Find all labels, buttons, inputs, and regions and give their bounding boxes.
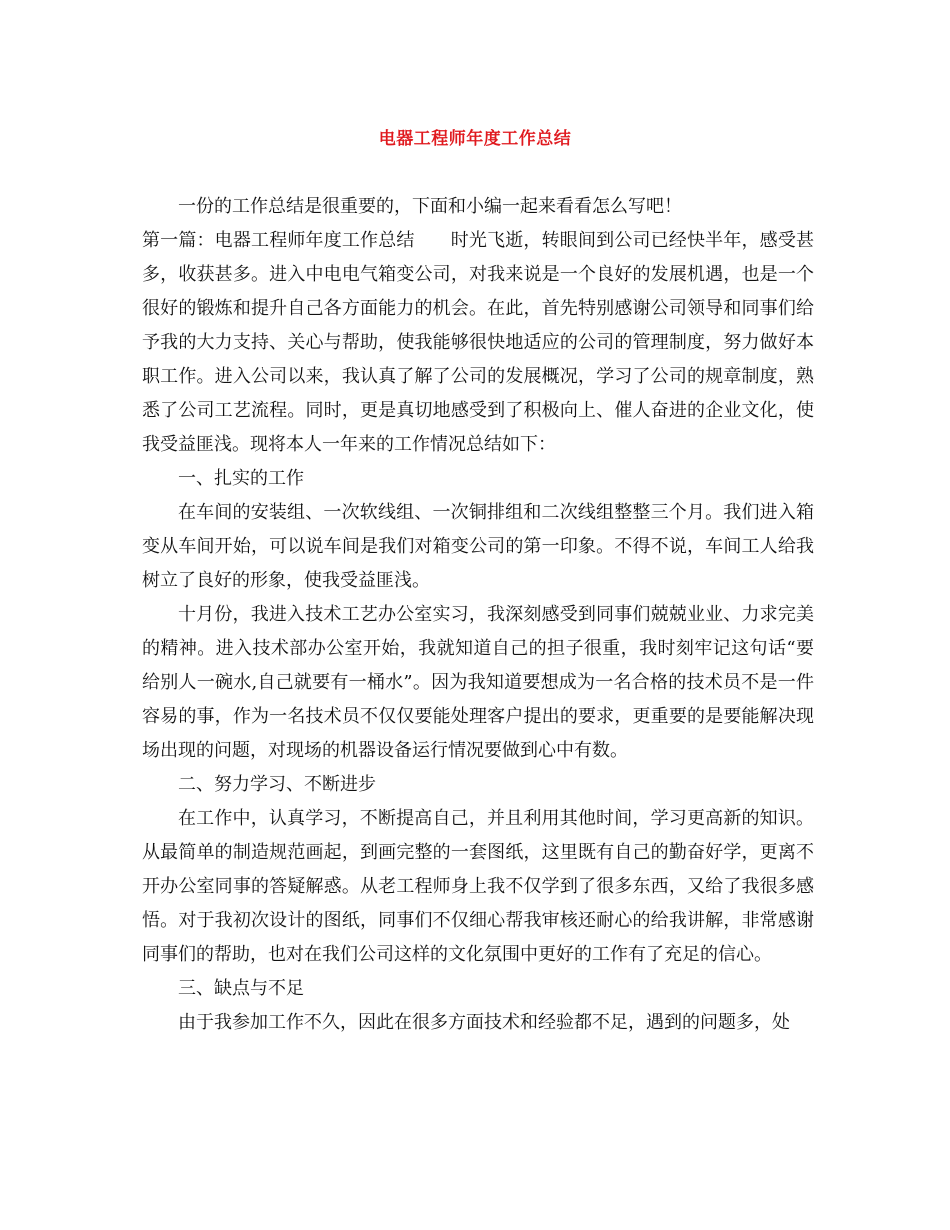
document-body	[142, 190, 814, 1040]
first-article-body: 时光飞逝，转眼间到公司已经快半年，感受甚多，收获甚多。进入中电电气箱变公司，对我来说是一个良好的发展机遇，也是一个很好的锻炼和提升自己各方面能力的机会。在此，首先特别感谢公司领导和同事们给予我的大力支持、关心与帮助，使我能够很快地适应的公司的管理制度，努力做好本职工作。进入公司以来，我认真了解了公司的发展概况，学习了公司的规章制度，熟悉了公司工艺流程。同时，更是真切地感受到了积极向上、催人奋进的企业文化，使我受益匪浅。现将本人一年来的工作情况总结如下：	[142, 230, 815, 455]
section3-paragraph-1: 由于我参加工作不久，因此在很多方面技术和经验都不足，遇到的问题多，处	[178, 1012, 790, 1033]
section1-paragraph-2: 十月份，我进入技术工艺办公室实习，我深刻感受到同事们兢兢业业、力求完美的精神。进入技术部办公室开始，我就知道自己的担子很重，我时刻牢记这句话“要给别人一碗水,自己就要有一桶水”。因为我知道要想成为一名合格的技术员不是一件容易的事，作为一名技术员不仅仅要能处理客户提出的要求，更重要的是要能解决现场出现的问题，对现场的机器设备运行情况要做到心中有数。	[142, 604, 814, 761]
section-heading-2: 二、努力学习、不断进步	[178, 774, 376, 795]
section-heading-3: 三、缺点与不足	[178, 978, 304, 999]
section-heading-1: 一、扎实的工作	[178, 468, 304, 489]
section1-paragraph-1: 在车间的安装组、一次软线组、一次铜排组和二次线组整整三个月。我们进入箱变从车间开始，可以说车间是我们对箱变公司的第一印象。不得不说，车间工人给我树立了良好的形象，使我受益匪浅。	[142, 502, 814, 591]
intro-paragraph: 一份的工作总结是很重要的，下面和小编一起来看看怎么写吧！	[178, 196, 682, 217]
first-article-paragraph	[142, 224, 814, 462]
section2-paragraph-1: 在工作中，认真学习，不断提高自己，并且利用其他时间，学习更高新的知识。从最简单的制造规范画起，到画完整的一套图纸，这里既有自己的勤奋好学，更离不开办公室同事的答疑解惑。从老工程师身上我不仅学到了很多东西，又给了我很多感悟。对于我初次设计的图纸，同事们不仅细心帮我审核还耐心的给我讲解，非常感谢同事们的帮助，也对在我们公司这样的文化氛围中更好的工作有了充足的信心。	[142, 808, 814, 965]
first-article-heading: 第一篇：电器工程师年度工作总结	[142, 230, 415, 251]
document-title: 电器工程师年度工作总结	[378, 129, 572, 149]
